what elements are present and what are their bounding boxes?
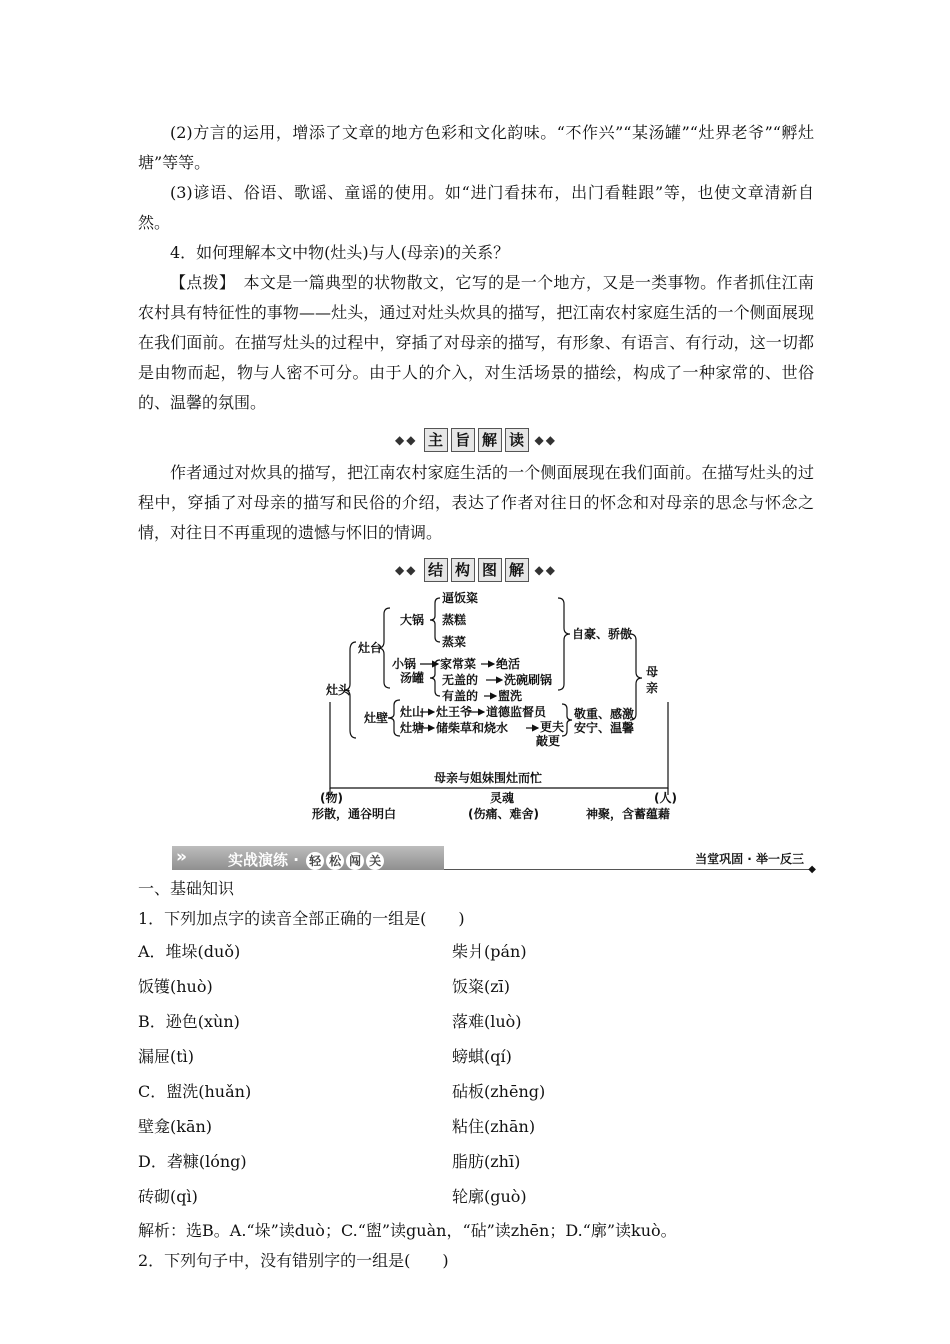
node-zaowangye: 灶王爷 bbox=[436, 705, 473, 719]
node-jiachangcai: 家常菜 bbox=[440, 657, 477, 671]
node-daguo: 大锅 bbox=[400, 613, 425, 627]
node-zaotai: 灶台 bbox=[358, 641, 383, 655]
section-header bbox=[138, 844, 816, 875]
node-yougai: 有盖的 bbox=[442, 689, 479, 703]
option-item: 柴爿(pán) bbox=[452, 942, 527, 961]
node-zaotang: 灶塘 bbox=[400, 721, 425, 735]
node-linghun: 灵魂 bbox=[490, 791, 515, 805]
node-xingsan: 形散，通谷明白 bbox=[312, 807, 397, 821]
section-title-block bbox=[172, 846, 444, 870]
exercise-heading: 一、基础知识 bbox=[138, 879, 235, 898]
diamond-deco-icon: ◆◆ bbox=[534, 563, 557, 577]
section-title: 实战演练 · 轻 松 闯 关 bbox=[228, 849, 384, 870]
node-wu: (物) bbox=[320, 791, 343, 805]
node-bottom-line: 母亲与姐妹围灶而忙 bbox=[434, 771, 543, 785]
theme-paragraph: 作者通过对炊具的描写，把江南农村家庭生活的一个侧面展现在我们面前。在描写灶头的过程中，穿插了对母亲的描写和民俗的介绍，表达了作者对往日的怀念和对母亲的思念与怀念之情，对往日不再重现的遗憾与怀旧的情调。 bbox=[138, 463, 814, 542]
node-xiaoguo: 小锅 bbox=[392, 657, 417, 671]
question-4: 4．如何理解本文中物(灶头)与人(母亲)的关系？ bbox=[170, 243, 510, 262]
option-item: D．砻糠(lóng) bbox=[138, 1152, 247, 1171]
node-chuchai: 储柴草和烧水 bbox=[436, 721, 509, 735]
tip-text: 本文是一篇典型的状物散文，它写的是一个地方，又是一类事物。作者抓住江南农村具有特征性的事物——灶头，通过对灶头炊具的描写，把江南农村家庭生活的一个侧面展现在我们面前。在描写灶头的过程中，穿插了对母亲的描写，有形象、有语言、有行动，这一切都是由物而起，物与人密不可分。由于人的介入，对生活场景的描绘，构成了一种家常的、世俗的、温馨的氛围。 bbox=[138, 273, 814, 412]
double-chevron-icon: » bbox=[176, 847, 187, 867]
page-content bbox=[138, 118, 814, 1276]
node-d3: 蒸菜 bbox=[442, 635, 467, 649]
option-item: 壁龛(kān) bbox=[138, 1117, 213, 1136]
node-shangtong: (伤痛、难舍) bbox=[468, 807, 539, 821]
option-item: 砖砌(qì) bbox=[138, 1187, 198, 1206]
paragraph-dialect: (2)方言的运用，增添了文章的地方色彩和文化韵味。“不作兴”“某汤罐”“灶界老爷”“孵灶塘”等等。 bbox=[138, 123, 814, 172]
section-divider bbox=[444, 869, 814, 870]
node-zaobi: 灶壁 bbox=[364, 711, 389, 725]
option-item: 饭镬(huò) bbox=[138, 977, 213, 996]
node-tangguan: 汤罐 bbox=[400, 671, 425, 685]
node-zaoshan: 灶山 bbox=[400, 705, 425, 719]
tip-label: 【点拨】 bbox=[170, 273, 228, 292]
option-item: 饭粢(zī) bbox=[452, 977, 511, 996]
node-wugai: 无盖的 bbox=[442, 673, 479, 687]
node-zaotou: 灶头 bbox=[326, 683, 351, 697]
option-item: 螃蜞(qí) bbox=[452, 1047, 512, 1066]
node-juehuo: 绝活 bbox=[496, 657, 521, 671]
node-ren: (人) bbox=[654, 791, 677, 805]
option-item: B．逊色(xùn) bbox=[138, 1012, 240, 1031]
node-daode: 道德监督员 bbox=[486, 705, 547, 719]
diamond-deco-icon: ◆◆ bbox=[534, 433, 557, 447]
diamond-deco-icon: ◆◆ bbox=[395, 433, 418, 447]
node-d1: 逼饭粢 bbox=[442, 591, 479, 605]
analysis: 解析：选B。A.“垛”读duò；C.“盥”读guàn，“砧”读zhēn；D.“廓”读kuò。 bbox=[138, 1221, 677, 1240]
node-d2: 蒸糕 bbox=[442, 613, 467, 627]
diagram-lines bbox=[138, 590, 814, 838]
node-xiwan: 洗碗刷锅 bbox=[504, 673, 553, 687]
node-anning: 安宁、温馨 bbox=[574, 721, 635, 735]
theme-title: 主 旨 解 读 bbox=[424, 428, 529, 452]
node-qiaogeng: 敲更 bbox=[536, 734, 561, 748]
diamond-icon: ◆ bbox=[808, 864, 816, 875]
node-gengfu: 更夫 bbox=[540, 720, 565, 734]
question-1: 1．下列加点字的读音全部正确的一组是( ) bbox=[138, 909, 465, 928]
node-muqin: 母亲 bbox=[646, 665, 659, 695]
node-zihao: 自豪、骄傲 bbox=[572, 627, 633, 641]
node-shenju: 神聚，含蓄蕴藉 bbox=[586, 807, 671, 821]
option-item: 落难(luò) bbox=[452, 1012, 522, 1031]
option-item: 漏屉(tì) bbox=[138, 1047, 195, 1066]
option-item: 砧板(zhēng) bbox=[452, 1082, 546, 1101]
structure-diagram bbox=[138, 590, 814, 838]
theme-banner bbox=[138, 422, 814, 458]
option-item: A．堆垛(duǒ) bbox=[138, 942, 241, 961]
node-jingzhong: 敬重、感激 bbox=[574, 707, 635, 721]
option-item: C．盥洗(huǎn) bbox=[138, 1082, 252, 1101]
option-item: 脂肪(zhī) bbox=[452, 1152, 521, 1171]
tip-paragraph bbox=[138, 268, 814, 418]
paragraph-proverbs: (3)谚语、俗语、歌谣、童谣的使用。如“进门看抹布，出门看鞋跟”等，也使文章清新自然。 bbox=[138, 183, 814, 232]
question-2: 2．下列句子中，没有错别字的一组是( ) bbox=[138, 1251, 449, 1270]
structure-banner bbox=[138, 552, 814, 588]
section-subtitle: 当堂巩固 · 举一反三 bbox=[695, 852, 804, 866]
options-grid bbox=[138, 934, 814, 1214]
option-item: 轮廓(guò) bbox=[452, 1187, 527, 1206]
structure-title: 结 构 图 解 bbox=[424, 558, 529, 582]
diamond-deco-icon: ◆◆ bbox=[395, 563, 418, 577]
option-item: 粘住(zhān) bbox=[452, 1117, 536, 1136]
node-guanxi: 盥洗 bbox=[498, 689, 523, 703]
